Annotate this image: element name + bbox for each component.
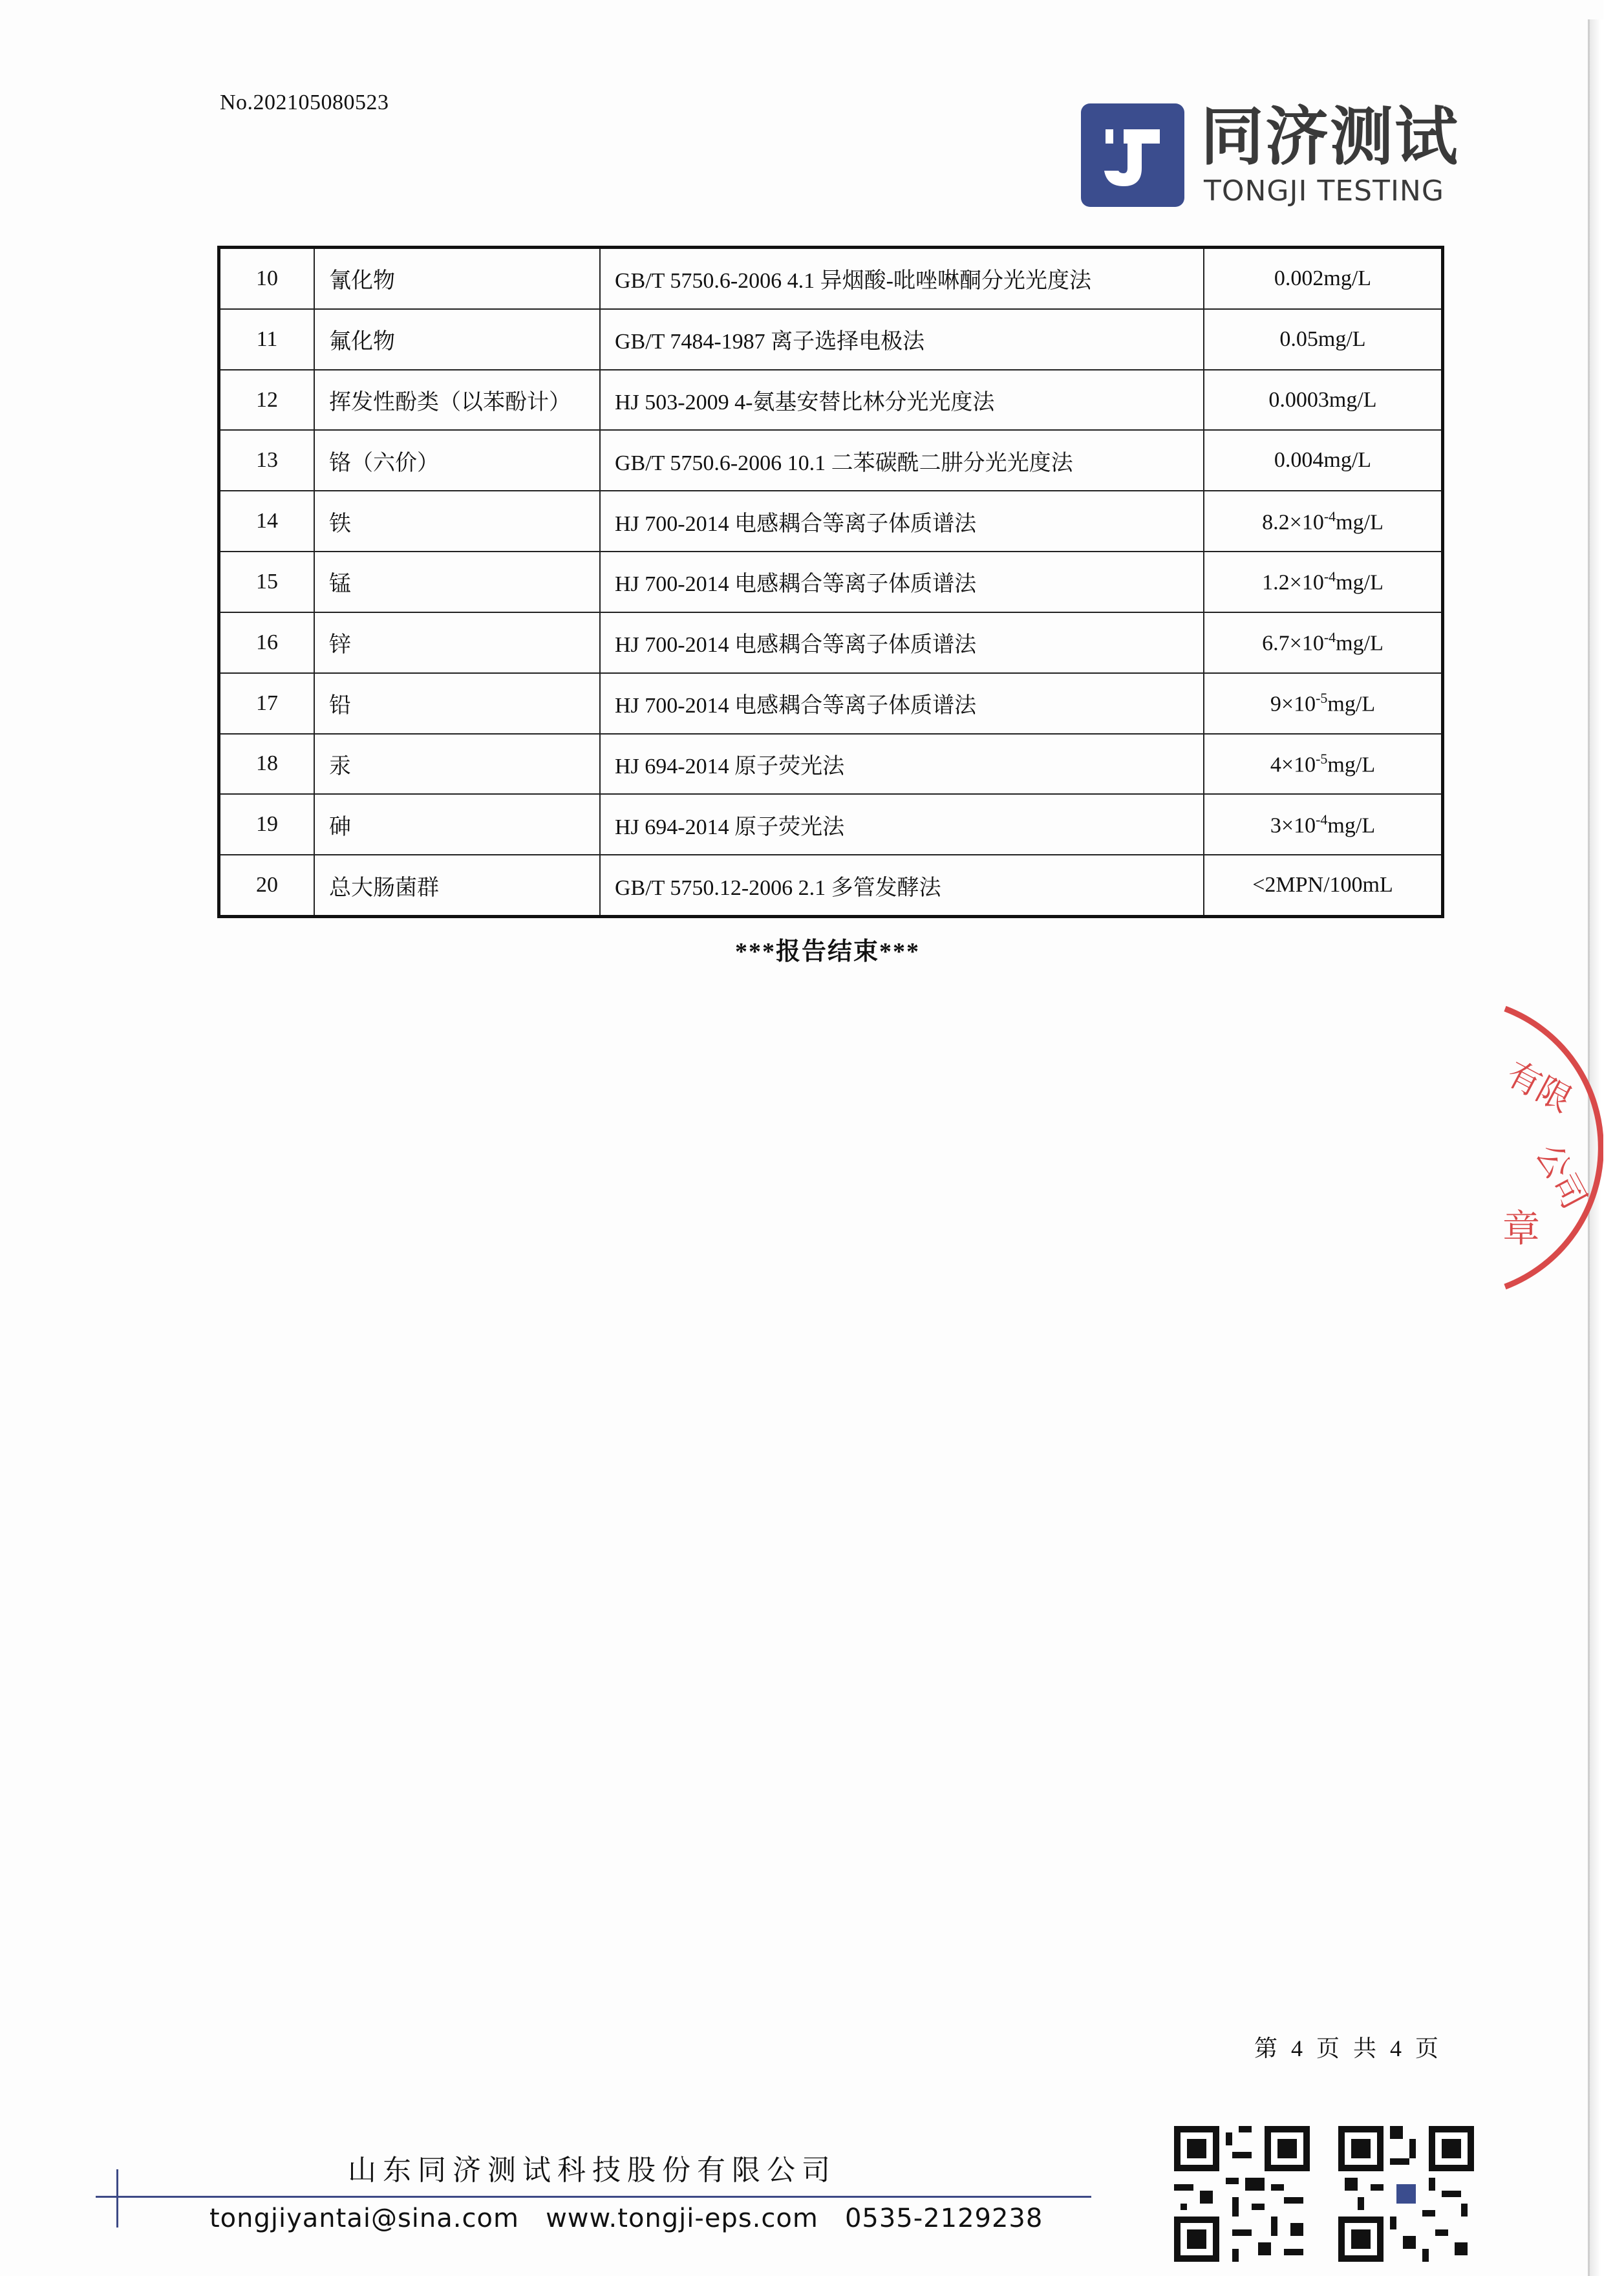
stamp-text: 公司 [1528,1137,1594,1216]
test-method: GB/T 5750.6-2006 4.1 异烟酸-吡唑啉酮分光光度法 [600,248,1204,309]
qr-code-icon [1174,2126,1310,2262]
row-number: 15 [219,552,315,612]
detection-limit-exponent: -5 [1316,750,1328,767]
company-seal-stamp [1487,996,1603,1300]
qr-code-icon [1338,2126,1474,2262]
footer-tick [116,2169,118,2228]
test-method: HJ 700-2014 电感耦合等离子体质谱法 [600,673,1204,734]
detection-limit: 0.0003mg/L [1204,370,1443,431]
test-item: 氟化物 [314,309,600,370]
row-number: 12 [219,370,315,431]
detection-limit-unit: mg/L [1327,813,1376,837]
test-method: GB/T 5750.12-2006 2.1 多管发酵法 [600,855,1204,916]
detection-limit-base: 1.2×10 [1262,570,1324,595]
detection-limit-exponent: -4 [1316,811,1328,828]
detection-limit [1204,612,1443,673]
row-number: 20 [219,855,315,916]
logo-chinese-name: 同济测试 [1201,100,1460,174]
detection-limit-base: 8.2×10 [1262,510,1324,534]
detection-limit [1204,552,1443,612]
test-item: 锌 [314,612,600,673]
row-number: 10 [219,248,315,309]
detection-limit: 0.05mg/L [1204,309,1443,370]
detection-limit: <2MPN/100mL [1204,855,1443,916]
test-method: GB/T 5750.6-2006 10.1 二苯碳酰二肼分光光度法 [600,430,1204,491]
test-item: 砷 [314,794,600,855]
table-row [219,552,1443,612]
row-number: 11 [219,309,315,370]
row-number: 16 [219,612,315,673]
detection-limit [1204,491,1443,552]
table-row [219,248,1443,309]
detection-limit-base: 9×10 [1270,692,1316,716]
test-method: HJ 700-2014 电感耦合等离子体质谱法 [600,491,1204,552]
table-row [219,430,1443,491]
test-item: 铁 [314,491,600,552]
test-method: GB/T 7484-1987 离子选择电极法 [600,309,1204,370]
detection-limit [1204,673,1443,734]
detection-limit: 0.002mg/L [1204,248,1443,309]
test-item: 汞 [314,734,600,795]
table-row [219,673,1443,734]
table-row [219,734,1443,795]
test-item: 总大肠菌群 [314,855,600,916]
detection-limit-base: 3×10 [1270,813,1316,837]
test-method: HJ 694-2014 原子荧光法 [600,734,1204,795]
detection-limit-exponent: -4 [1323,629,1336,646]
report-end-note: ***报告结束*** [734,938,920,965]
table-row [219,794,1443,855]
footer-divider [96,2196,1091,2198]
detection-limit-unit: mg/L [1336,631,1384,656]
detection-limit-unit: mg/L [1327,753,1376,777]
report-number: No.202105080523 [220,91,389,114]
test-item: 锰 [314,552,600,612]
results-table [217,246,1444,918]
test-method: HJ 700-2014 电感耦合等离子体质谱法 [600,612,1204,673]
test-item: 铬（六价） [314,430,600,491]
table-row [219,855,1443,916]
test-method: HJ 700-2014 电感耦合等离子体质谱法 [600,552,1204,612]
detection-limit-base: 4×10 [1270,753,1316,777]
footer-contact-info: tongjiyantai@sina.com www.tongji-eps.com 0535-2129238 [209,2204,1043,2233]
detection-limit-exponent: -5 [1316,689,1328,706]
page-number: 第 4 页 共 4 页 [1254,2035,1443,2061]
detection-limit [1204,734,1443,795]
logo-mark-icon [1081,103,1184,207]
table-row [219,309,1443,370]
detection-limit-unit: mg/L [1336,570,1384,595]
stamp-text: 有限 [1500,1054,1578,1121]
logo-english-name: TONGJI TESTING [1204,175,1444,208]
row-number: 18 [219,734,315,795]
footer-company-name: 山东同济测试科技股份有限公司 [348,2154,837,2187]
company-logo [1081,100,1474,208]
test-item: 挥发性酚类（以苯酚计） [314,370,600,431]
row-number: 14 [219,491,315,552]
stamp-text: 章 [1502,1207,1541,1251]
row-number: 13 [219,430,315,491]
test-item: 铅 [314,673,600,734]
table-row [219,612,1443,673]
test-method: HJ 503-2009 4-氨基安替比林分光光度法 [600,370,1204,431]
detection-limit: 0.004mg/L [1204,430,1443,491]
table-row [219,491,1443,552]
row-number: 17 [219,673,315,734]
detection-limit-unit: mg/L [1336,510,1384,534]
detection-limit-base: 6.7×10 [1262,631,1324,656]
test-method: HJ 694-2014 原子荧光法 [600,794,1204,855]
detection-limit-exponent: -4 [1323,508,1336,524]
table-row [219,370,1443,431]
row-number: 19 [219,794,315,855]
detection-limit-unit: mg/L [1327,692,1376,716]
test-item: 氰化物 [314,248,600,309]
detection-limit [1204,794,1443,855]
detection-limit-exponent: -4 [1323,568,1336,585]
